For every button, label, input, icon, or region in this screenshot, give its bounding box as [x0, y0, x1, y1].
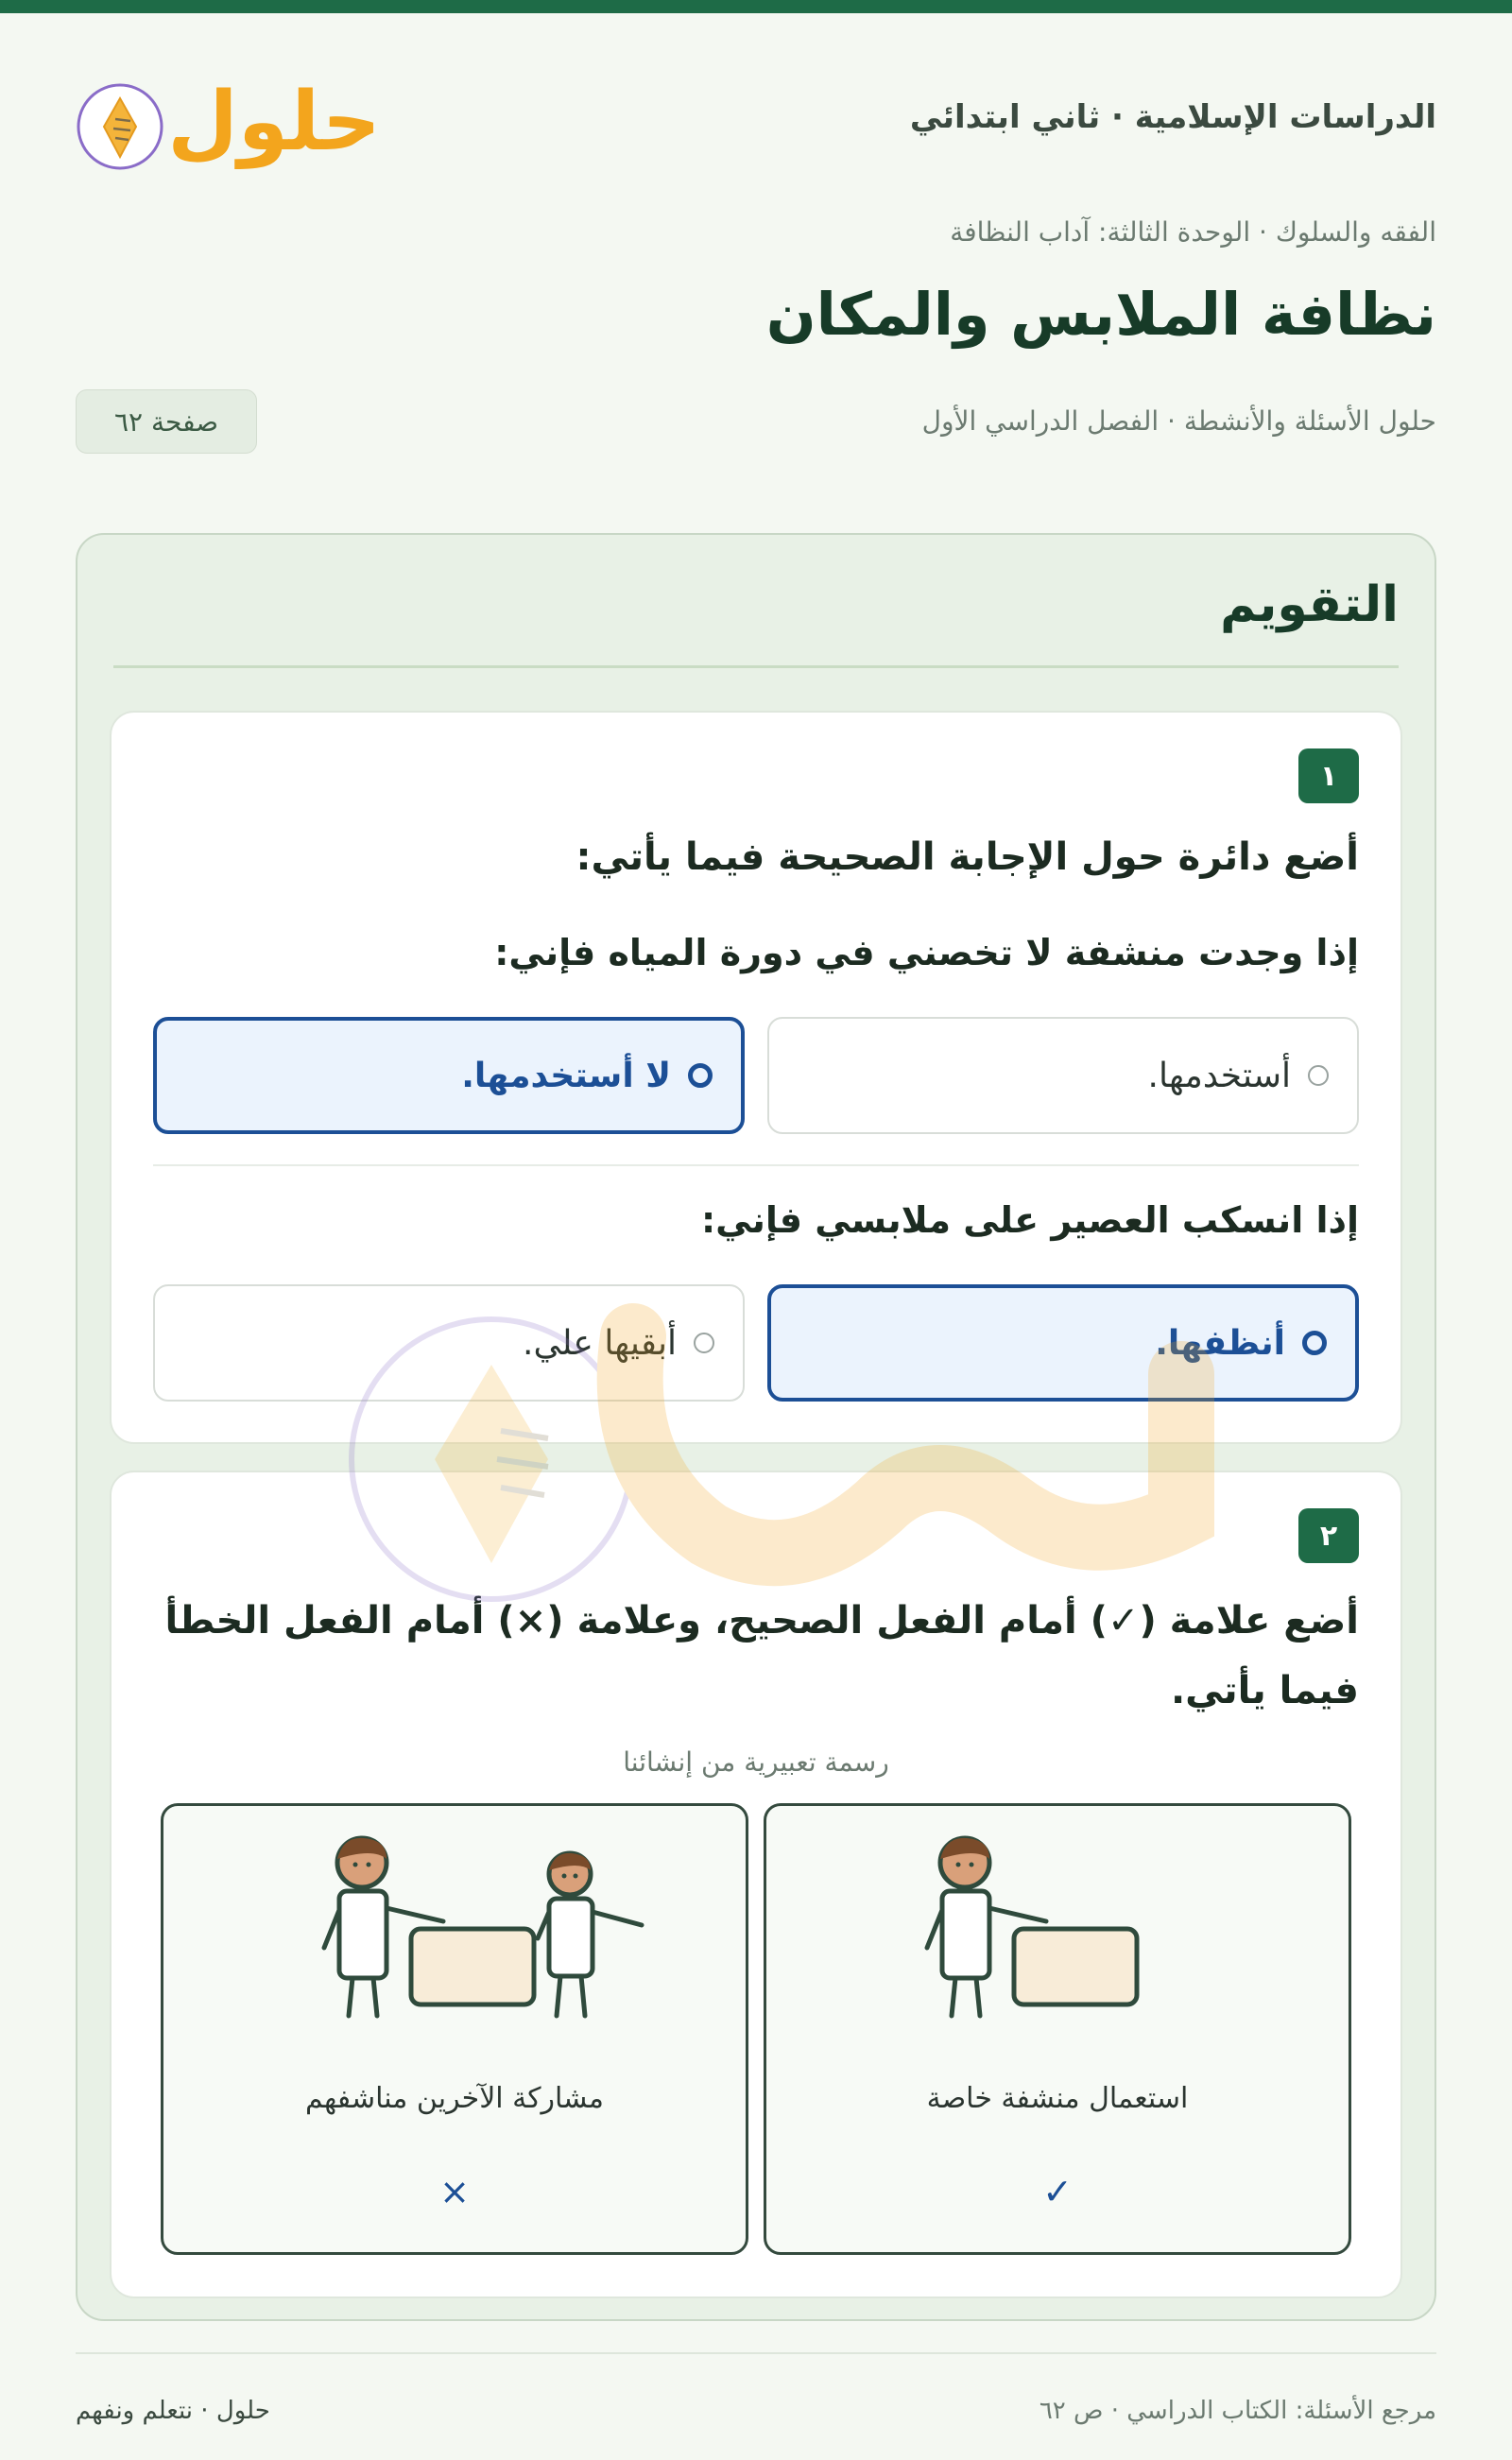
question-stem: إذا انسكب العصير على ملابسي فإني:	[700, 1199, 1359, 1241]
top-accent-bar	[0, 0, 1512, 13]
picture-card[interactable]	[764, 1803, 1351, 2255]
answer-option[interactable]	[153, 1284, 745, 1402]
circle-mark-icon	[688, 1063, 713, 1088]
question-card-1	[110, 711, 1402, 1444]
footer-reference: مرجع الأسئلة: الكتاب الدراسي · ص ٦٢	[1039, 2397, 1436, 2425]
page	[76, 13, 1436, 2460]
lesson-subtitle: حلول الأسئلة والأنشطة · الفصل الدراسي الأول	[921, 405, 1436, 437]
radio-icon	[1308, 1065, 1329, 1086]
lesson-title: نظافة الملابس والمكان	[765, 280, 1436, 349]
footer-brand[interactable]: حلول · نتعلم ونفهم	[76, 2397, 270, 2425]
header-title: الدراسات الإسلامية · ثاني ابتدائي	[909, 98, 1436, 136]
answer-option-label: أستخدمها.	[1147, 1056, 1291, 1095]
brand-logo[interactable]	[76, 66, 381, 180]
answer-option-label: أبقيها علي.	[523, 1323, 677, 1363]
question-number-badge: ١	[1298, 748, 1359, 803]
evaluation-section	[76, 533, 1436, 2321]
cross-mark-icon: ×	[439, 2171, 470, 2212]
footer-divider	[76, 2352, 1436, 2354]
question-stem: إذا وجدت منشفة لا تخصني في دورة المياه فإني:	[494, 932, 1359, 973]
question-instruction: أضع دائرة حول الإجابة الصحيحة فيما يأتي:	[576, 835, 1359, 879]
radio-icon	[694, 1333, 714, 1353]
header	[76, 13, 1436, 202]
breadcrumb: الفقه والسلوك · الوحدة الثالثة: آداب النظافة	[950, 216, 1436, 248]
page-badge: صفحة ٦٢	[76, 389, 257, 454]
answer-option-selected[interactable]	[767, 1284, 1359, 1402]
section-title: التقويم	[1220, 576, 1399, 633]
question-number-badge: ٢	[1298, 1508, 1359, 1563]
check-mark-icon: ✓	[1042, 2171, 1073, 2212]
logo-text: حلول	[167, 75, 381, 169]
answer-option-label: لا أستخدمها.	[461, 1056, 671, 1095]
illustration-caption: رسمة تعبيرية من إنشائنا	[623, 1746, 889, 1778]
answer-option-label: أنظفها.	[1155, 1323, 1285, 1363]
person-with-towel-illustration	[766, 1806, 1349, 2071]
picture-card[interactable]	[161, 1803, 748, 2255]
answer-option-selected[interactable]	[153, 1017, 745, 1134]
sharing-towel-illustration	[163, 1806, 746, 2071]
question-card-2	[110, 1471, 1402, 2298]
section-divider	[113, 665, 1399, 668]
picture-card-label: استعمال منشفة خاصة	[926, 2082, 1189, 2115]
question-instruction: أضع علامة (✓) أمام الفعل الصحيح، وعلامة (×) أمام الفعل الخطأ فيما يأتي.	[164, 1599, 1359, 1712]
picture-card-label: مشاركة الآخرين مناشفهم	[305, 2082, 604, 2115]
answer-option[interactable]	[767, 1017, 1359, 1134]
circle-mark-icon	[1302, 1331, 1327, 1355]
item-divider	[153, 1164, 1359, 1166]
